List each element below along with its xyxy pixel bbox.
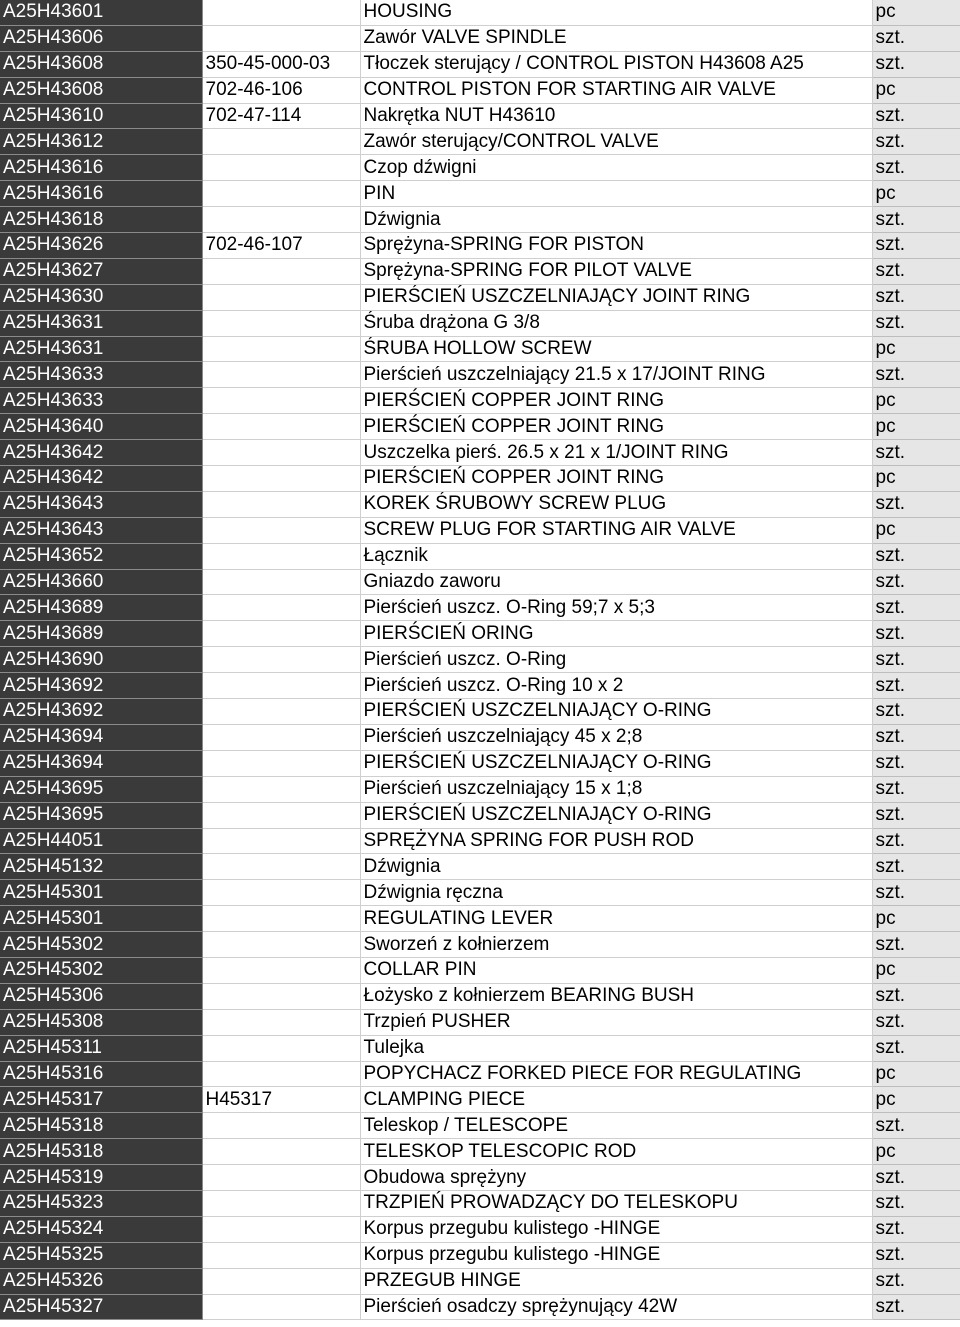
table-row: [0, 310, 960, 336]
unit-cell: szt.: [872, 776, 960, 802]
reference-number-cell: [202, 906, 360, 932]
reference-number-cell: [202, 440, 360, 466]
table-row: [0, 258, 960, 284]
description-cell: Pierścień uszcz. O-Ring: [360, 647, 872, 673]
description-cell: Śruba drążona G 3/8: [360, 310, 872, 336]
description-cell: Łożysko z kołnierzem BEARING BUSH: [360, 983, 872, 1009]
reference-number-cell: [202, 1268, 360, 1294]
unit-cell: szt.: [872, 543, 960, 569]
part-code-cell: A25H45132: [0, 854, 202, 880]
part-code-cell: A25H44051: [0, 828, 202, 854]
reference-number-cell: [202, 466, 360, 492]
table-row: [0, 621, 960, 647]
part-code-cell: A25H45306: [0, 983, 202, 1009]
table-row: [0, 983, 960, 1009]
part-code-cell: A25H45324: [0, 1216, 202, 1242]
table-row: [0, 284, 960, 310]
part-code-cell: A25H43652: [0, 543, 202, 569]
unit-cell: szt.: [872, 802, 960, 828]
unit-cell: szt.: [872, 699, 960, 725]
description-cell: Pierścień osadczy sprężynujący 42W: [360, 1294, 872, 1320]
description-cell: Łącznik: [360, 543, 872, 569]
description-cell: PIERŚCIEŃ USZCZELNIAJĄCY O-RING: [360, 750, 872, 776]
reference-number-cell: [202, 491, 360, 517]
reference-number-cell: [202, 1190, 360, 1216]
unit-cell: szt.: [872, 129, 960, 155]
description-cell: Dźwignia: [360, 207, 872, 233]
table-row: [0, 77, 960, 103]
description-cell: HOUSING: [360, 0, 872, 25]
part-code-cell: A25H45308: [0, 1009, 202, 1035]
reference-number-cell: [202, 388, 360, 414]
reference-number-cell: [202, 362, 360, 388]
unit-cell: szt.: [872, 595, 960, 621]
description-cell: Dźwignia ręczna: [360, 880, 872, 906]
description-cell: Sprężyna-SPRING FOR PILOT VALVE: [360, 258, 872, 284]
description-cell: PIERŚCIEŃ COPPER JOINT RING: [360, 466, 872, 492]
table-row: [0, 0, 960, 25]
unit-cell: pc: [872, 388, 960, 414]
table-row: [0, 1190, 960, 1216]
table-row: [0, 699, 960, 725]
table-row: [0, 543, 960, 569]
unit-cell: szt.: [872, 1268, 960, 1294]
description-cell: Pierścień uszcz. O-Ring 59;7 x 5;3: [360, 595, 872, 621]
table-row: [0, 1216, 960, 1242]
description-cell: Trzpień PUSHER: [360, 1009, 872, 1035]
reference-number-cell: [202, 621, 360, 647]
unit-cell: szt.: [872, 983, 960, 1009]
reference-number-cell: [202, 310, 360, 336]
table-row: [0, 828, 960, 854]
table-row: [0, 181, 960, 207]
part-code-cell: A25H43610: [0, 103, 202, 129]
reference-number-cell: [202, 699, 360, 725]
part-code-cell: A25H45318: [0, 1139, 202, 1165]
unit-cell: pc: [872, 77, 960, 103]
description-cell: Korpus przegubu kulistego -HINGE: [360, 1242, 872, 1268]
reference-number-cell: [202, 932, 360, 958]
part-code-cell: A25H43616: [0, 181, 202, 207]
reference-number-cell: [202, 1165, 360, 1191]
reference-number-cell: 702-46-107: [202, 233, 360, 259]
part-code-cell: A25H43612: [0, 129, 202, 155]
reference-number-cell: [202, 181, 360, 207]
table-row: [0, 906, 960, 932]
unit-cell: szt.: [872, 491, 960, 517]
description-cell: Obudowa sprężyny: [360, 1165, 872, 1191]
reference-number-cell: 702-47-114: [202, 103, 360, 129]
reference-number-cell: 702-46-106: [202, 77, 360, 103]
table-row: [0, 854, 960, 880]
part-code-cell: A25H43608: [0, 51, 202, 77]
unit-cell: pc: [872, 517, 960, 543]
part-code-cell: A25H45301: [0, 906, 202, 932]
reference-number-cell: [202, 647, 360, 673]
description-cell: Zawór sterujący/CONTROL VALVE: [360, 129, 872, 155]
part-code-cell: A25H43642: [0, 440, 202, 466]
table-row: [0, 207, 960, 233]
part-code-cell: A25H43643: [0, 517, 202, 543]
unit-cell: pc: [872, 906, 960, 932]
table-row: [0, 155, 960, 181]
reference-number-cell: [202, 414, 360, 440]
part-code-cell: A25H45302: [0, 932, 202, 958]
description-cell: KOREK ŚRUBOWY SCREW PLUG: [360, 491, 872, 517]
description-cell: TRZPIEŃ PROWADZĄCY DO TELESKOPU: [360, 1190, 872, 1216]
part-code-cell: A25H43643: [0, 491, 202, 517]
unit-cell: pc: [872, 1087, 960, 1113]
unit-cell: szt.: [872, 51, 960, 77]
part-code-cell: A25H45301: [0, 880, 202, 906]
part-code-cell: A25H43618: [0, 207, 202, 233]
table-row: [0, 362, 960, 388]
unit-cell: szt.: [872, 258, 960, 284]
part-code-cell: A25H43689: [0, 621, 202, 647]
description-cell: Uszczelka pierś. 26.5 x 21 x 1/JOINT RING: [360, 440, 872, 466]
table-row: [0, 1139, 960, 1165]
description-cell: Sprężyna-SPRING FOR PISTON: [360, 233, 872, 259]
unit-cell: szt.: [872, 25, 960, 51]
reference-number-cell: [202, 595, 360, 621]
unit-cell: szt.: [872, 310, 960, 336]
reference-number-cell: [202, 776, 360, 802]
unit-cell: szt.: [872, 724, 960, 750]
description-cell: CONTROL PISTON FOR STARTING AIR VALVE: [360, 77, 872, 103]
table-row: [0, 1087, 960, 1113]
table-row: [0, 466, 960, 492]
unit-cell: pc: [872, 181, 960, 207]
unit-cell: szt.: [872, 673, 960, 699]
description-cell: SPRĘŻYNA SPRING FOR PUSH ROD: [360, 828, 872, 854]
unit-cell: pc: [872, 466, 960, 492]
unit-cell: szt.: [872, 1294, 960, 1320]
unit-cell: szt.: [872, 1190, 960, 1216]
unit-cell: szt.: [872, 1009, 960, 1035]
unit-cell: szt.: [872, 362, 960, 388]
reference-number-cell: [202, 802, 360, 828]
description-cell: PIERŚCIEŃ USZCZELNIAJĄCY O-RING: [360, 802, 872, 828]
table-row: [0, 880, 960, 906]
table-row: [0, 1009, 960, 1035]
part-code-cell: A25H45318: [0, 1113, 202, 1139]
unit-cell: szt.: [872, 103, 960, 129]
description-cell: Zawór VALVE SPINDLE: [360, 25, 872, 51]
description-cell: POPYCHACZ FORKED PIECE FOR REGULATING: [360, 1061, 872, 1087]
description-cell: Teleskop / TELESCOPE: [360, 1113, 872, 1139]
unit-cell: pc: [872, 336, 960, 362]
part-code-cell: A25H43626: [0, 233, 202, 259]
reference-number-cell: [202, 1009, 360, 1035]
part-code-cell: A25H43640: [0, 414, 202, 440]
table-row: [0, 932, 960, 958]
unit-cell: pc: [872, 0, 960, 25]
reference-number-cell: [202, 750, 360, 776]
unit-cell: szt.: [872, 1113, 960, 1139]
unit-cell: pc: [872, 414, 960, 440]
description-cell: Gniazdo zaworu: [360, 569, 872, 595]
part-code-cell: A25H43660: [0, 569, 202, 595]
reference-number-cell: [202, 957, 360, 983]
table-row: [0, 491, 960, 517]
part-code-cell: A25H43689: [0, 595, 202, 621]
description-cell: TELESKOP TELESCOPIC ROD: [360, 1139, 872, 1165]
table-row: [0, 1061, 960, 1087]
part-code-cell: A25H45311: [0, 1035, 202, 1061]
unit-cell: szt.: [872, 1165, 960, 1191]
part-code-cell: A25H43631: [0, 336, 202, 362]
part-code-cell: A25H43692: [0, 699, 202, 725]
unit-cell: szt.: [872, 932, 960, 958]
reference-number-cell: [202, 1242, 360, 1268]
reference-number-cell: [202, 1035, 360, 1061]
reference-number-cell: [202, 25, 360, 51]
unit-cell: szt.: [872, 1216, 960, 1242]
table-row: [0, 1242, 960, 1268]
description-cell: Pierścień uszczelniający 15 x 1;8: [360, 776, 872, 802]
part-code-cell: A25H43692: [0, 673, 202, 699]
unit-cell: szt.: [872, 750, 960, 776]
part-code-cell: A25H43630: [0, 284, 202, 310]
table-row: [0, 776, 960, 802]
reference-number-cell: [202, 129, 360, 155]
reference-number-cell: [202, 983, 360, 1009]
unit-cell: szt.: [872, 1242, 960, 1268]
description-cell: Dźwignia: [360, 854, 872, 880]
part-code-cell: A25H45302: [0, 957, 202, 983]
reference-number-cell: [202, 828, 360, 854]
reference-number-cell: [202, 673, 360, 699]
description-cell: ŚRUBA HOLLOW SCREW: [360, 336, 872, 362]
reference-number-cell: [202, 336, 360, 362]
part-code-cell: A25H43627: [0, 258, 202, 284]
unit-cell: szt.: [872, 233, 960, 259]
description-cell: Korpus przegubu kulistego -HINGE: [360, 1216, 872, 1242]
description-cell: Nakrętka NUT H43610: [360, 103, 872, 129]
description-cell: Sworzeń z kołnierzem: [360, 932, 872, 958]
reference-number-cell: [202, 1113, 360, 1139]
unit-cell: szt.: [872, 1035, 960, 1061]
table-row: [0, 51, 960, 77]
reference-number-cell: [202, 880, 360, 906]
table-row: [0, 1165, 960, 1191]
reference-number-cell: [202, 724, 360, 750]
description-cell: Tulejka: [360, 1035, 872, 1061]
description-cell: Pierścień uszczelniający 21.5 x 17/JOINT RING: [360, 362, 872, 388]
unit-cell: szt.: [872, 440, 960, 466]
part-code-cell: A25H45327: [0, 1294, 202, 1320]
table-row: [0, 1268, 960, 1294]
description-cell: SCREW PLUG FOR STARTING AIR VALVE: [360, 517, 872, 543]
part-code-cell: A25H43616: [0, 155, 202, 181]
part-code-cell: A25H43608: [0, 77, 202, 103]
table-row: [0, 595, 960, 621]
description-cell: PIERŚCIEŃ USZCZELNIAJĄCY JOINT RING: [360, 284, 872, 310]
part-code-cell: A25H45317: [0, 1087, 202, 1113]
table-row: [0, 233, 960, 259]
table-row: [0, 517, 960, 543]
part-code-cell: A25H43695: [0, 802, 202, 828]
reference-number-cell: [202, 207, 360, 233]
description-cell: PIERŚCIEŃ COPPER JOINT RING: [360, 414, 872, 440]
reference-number-cell: [202, 569, 360, 595]
unit-cell: szt.: [872, 880, 960, 906]
description-cell: Pierścień uszczelniający 45 x 2;8: [360, 724, 872, 750]
description-cell: Tłoczek sterujący / CONTROL PISTON H43608 A25: [360, 51, 872, 77]
table-row: [0, 750, 960, 776]
reference-number-cell: [202, 284, 360, 310]
reference-number-cell: [202, 0, 360, 25]
description-cell: PIERŚCIEŃ USZCZELNIAJĄCY O-RING: [360, 699, 872, 725]
table-row: [0, 569, 960, 595]
table-row: [0, 25, 960, 51]
unit-cell: szt.: [872, 854, 960, 880]
part-code-cell: A25H45325: [0, 1242, 202, 1268]
description-cell: COLLAR PIN: [360, 957, 872, 983]
reference-number-cell: 350-45-000-03: [202, 51, 360, 77]
reference-number-cell: [202, 258, 360, 284]
part-code-cell: A25H43633: [0, 362, 202, 388]
reference-number-cell: H45317: [202, 1087, 360, 1113]
part-code-cell: A25H43633: [0, 388, 202, 414]
reference-number-cell: [202, 543, 360, 569]
table-row: [0, 1294, 960, 1320]
reference-number-cell: [202, 1216, 360, 1242]
table-row: [0, 1113, 960, 1139]
part-code-cell: A25H43690: [0, 647, 202, 673]
unit-cell: pc: [872, 1139, 960, 1165]
reference-number-cell: [202, 155, 360, 181]
unit-cell: szt.: [872, 207, 960, 233]
table-row: [0, 1035, 960, 1061]
table-row: [0, 440, 960, 466]
part-code-cell: A25H43642: [0, 466, 202, 492]
description-cell: REGULATING LEVER: [360, 906, 872, 932]
unit-cell: pc: [872, 957, 960, 983]
unit-cell: szt.: [872, 647, 960, 673]
part-code-cell: A25H45326: [0, 1268, 202, 1294]
unit-cell: szt.: [872, 155, 960, 181]
description-cell: CLAMPING PIECE: [360, 1087, 872, 1113]
reference-number-cell: [202, 517, 360, 543]
unit-cell: szt.: [872, 828, 960, 854]
part-code-cell: A25H45319: [0, 1165, 202, 1191]
unit-cell: szt.: [872, 621, 960, 647]
table-row: [0, 724, 960, 750]
table-row: [0, 673, 960, 699]
table-row: [0, 388, 960, 414]
unit-cell: szt.: [872, 569, 960, 595]
table-row: [0, 957, 960, 983]
reference-number-cell: [202, 1139, 360, 1165]
table-row: [0, 103, 960, 129]
part-code-cell: A25H43694: [0, 724, 202, 750]
part-code-cell: A25H43601: [0, 0, 202, 25]
table-row: [0, 336, 960, 362]
part-code-cell: A25H43695: [0, 776, 202, 802]
reference-number-cell: [202, 854, 360, 880]
part-code-cell: A25H43694: [0, 750, 202, 776]
table-row: [0, 802, 960, 828]
reference-number-cell: [202, 1294, 360, 1320]
description-cell: PIERŚCIEŃ COPPER JOINT RING: [360, 388, 872, 414]
table-row: [0, 129, 960, 155]
description-cell: PRZEGUB HINGE: [360, 1268, 872, 1294]
part-code-cell: A25H45316: [0, 1061, 202, 1087]
description-cell: Pierścień uszcz. O-Ring 10 x 2: [360, 673, 872, 699]
table-row: [0, 647, 960, 673]
part-code-cell: A25H45323: [0, 1190, 202, 1216]
part-code-cell: A25H43606: [0, 25, 202, 51]
description-cell: PIERŚCIEŃ ORING: [360, 621, 872, 647]
unit-cell: szt.: [872, 284, 960, 310]
description-cell: Czop dźwigni: [360, 155, 872, 181]
description-cell: PIN: [360, 181, 872, 207]
unit-cell: pc: [872, 1061, 960, 1087]
part-code-cell: A25H43631: [0, 310, 202, 336]
table-row: [0, 414, 960, 440]
reference-number-cell: [202, 1061, 360, 1087]
